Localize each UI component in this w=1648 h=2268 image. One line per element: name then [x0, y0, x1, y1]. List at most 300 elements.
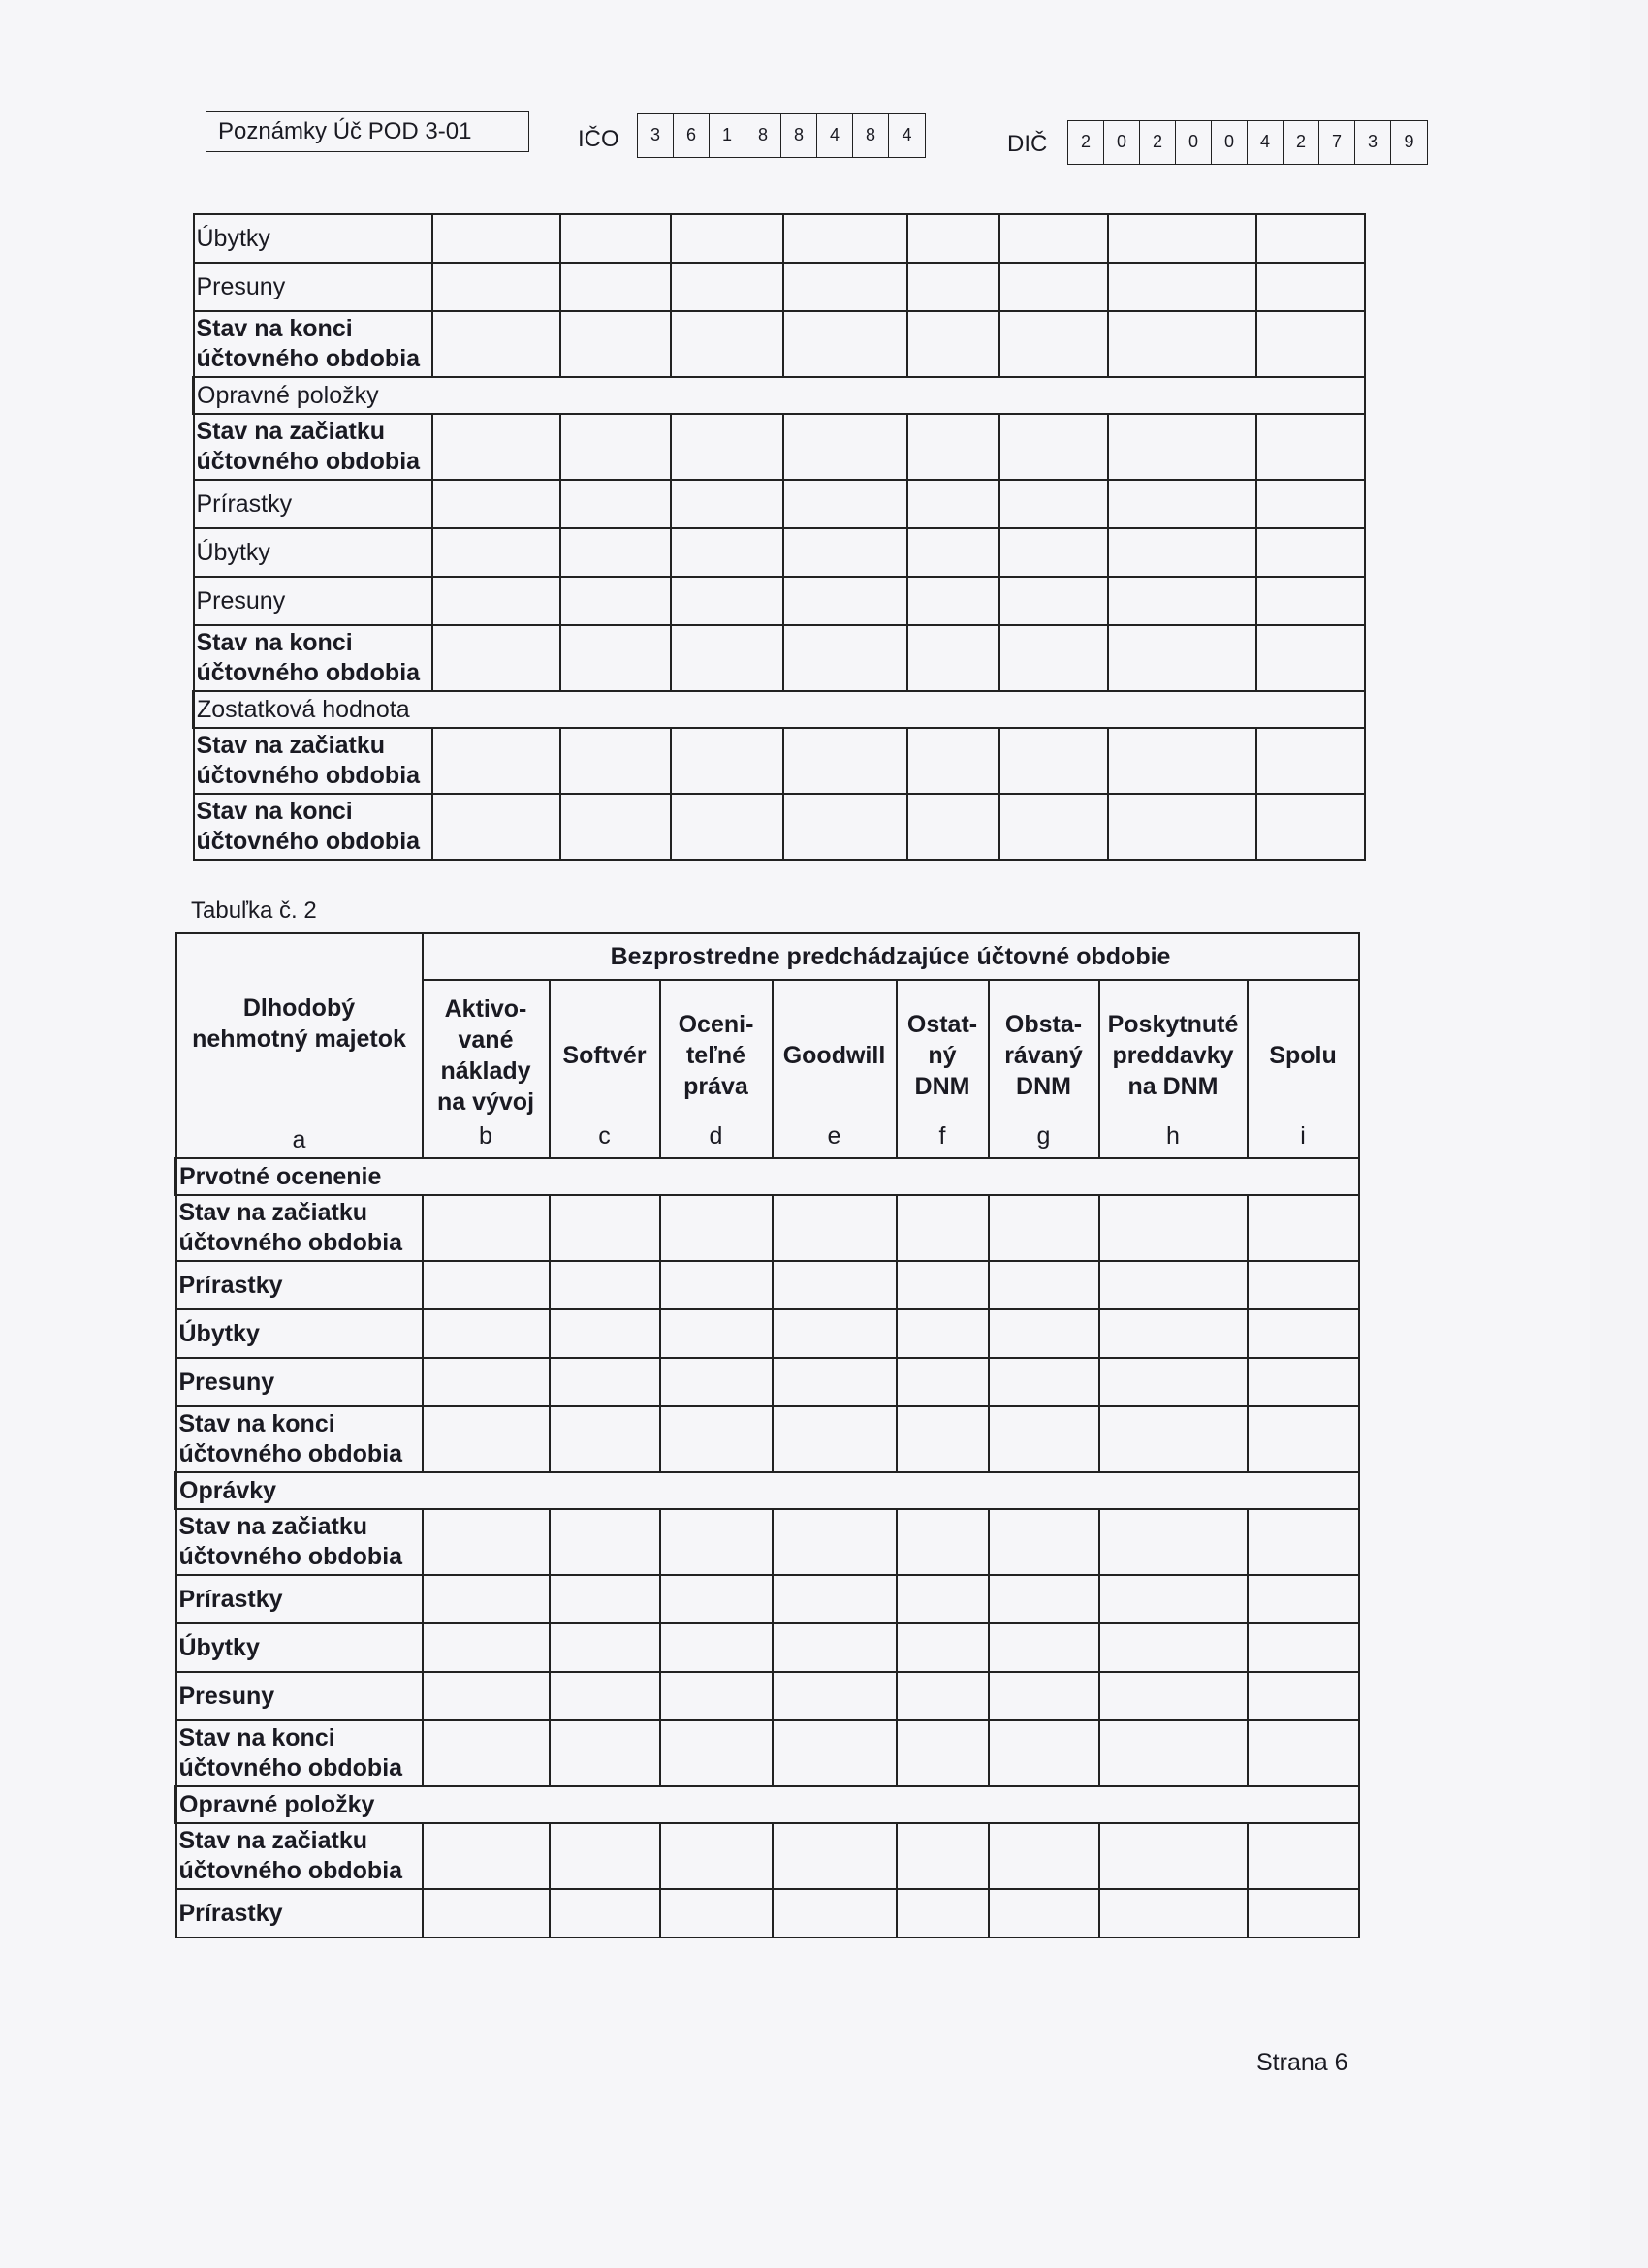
value-cell[interactable] [423, 1575, 550, 1623]
value-cell[interactable] [783, 794, 907, 860]
value-cell[interactable] [783, 214, 907, 263]
row-label-line: Prírastky [178, 1271, 283, 1299]
row-label [176, 1509, 423, 1575]
column-letter: h [1166, 1122, 1180, 1150]
table-row [176, 1195, 1359, 1261]
value-cell[interactable] [1256, 311, 1365, 377]
value-cell[interactable] [432, 794, 560, 860]
value-cell[interactable] [907, 728, 999, 794]
row-label [176, 1889, 423, 1937]
value-cell[interactable] [671, 728, 783, 794]
row-label-line: Stav na začiatku [178, 1199, 368, 1226]
table-row [194, 691, 1365, 728]
value-cell[interactable] [423, 1672, 550, 1720]
dic-digit: 4 [1248, 121, 1284, 164]
row-label [176, 1786, 1359, 1823]
value-cell[interactable] [783, 528, 907, 577]
value-cell[interactable] [423, 1720, 550, 1786]
column-label: Spolu [1269, 1042, 1337, 1069]
value-cell[interactable] [560, 625, 671, 691]
value-cell[interactable] [550, 1358, 660, 1406]
row-label [176, 1195, 423, 1261]
column-header [1248, 980, 1359, 1158]
value-cell[interactable] [783, 577, 907, 625]
column-header [773, 980, 897, 1158]
column-letter: i [1300, 1122, 1306, 1150]
value-cell[interactable] [773, 1195, 897, 1261]
value-cell[interactable] [423, 1309, 550, 1358]
column-header [550, 980, 660, 1158]
row-label-line-2: účtovného obdobia [178, 1440, 403, 1467]
value-cell[interactable] [1256, 528, 1365, 577]
value-cell[interactable] [560, 794, 671, 860]
dic-digit-boxes [1067, 120, 1428, 165]
value-cell[interactable] [1108, 528, 1256, 577]
value-cell[interactable] [1099, 1889, 1248, 1937]
value-cell[interactable] [660, 1889, 773, 1937]
value-cell[interactable] [1099, 1261, 1248, 1309]
dic-digit: 9 [1404, 132, 1414, 151]
value-cell[interactable] [560, 414, 671, 480]
table-row [194, 794, 1365, 860]
value-cell[interactable] [1248, 1261, 1359, 1309]
value-cell[interactable] [783, 728, 907, 794]
value-cell[interactable] [550, 1261, 660, 1309]
value-cell[interactable] [1108, 214, 1256, 263]
row-label-line: Prírastky [178, 1585, 283, 1613]
value-cell[interactable] [783, 414, 907, 480]
value-cell[interactable] [1108, 728, 1256, 794]
value-cell[interactable] [897, 1309, 989, 1358]
table-2 [174, 932, 1360, 1938]
value-cell[interactable] [999, 728, 1108, 794]
column-header [989, 980, 1099, 1158]
value-cell[interactable] [1248, 1509, 1359, 1575]
value-cell[interactable] [560, 214, 671, 263]
table-row [176, 1406, 1359, 1472]
value-cell[interactable] [550, 1309, 660, 1358]
value-cell[interactable] [989, 1509, 1099, 1575]
table-row [194, 480, 1365, 528]
value-cell[interactable] [907, 311, 999, 377]
value-cell[interactable] [550, 1672, 660, 1720]
row-label-line: Stav na konci [178, 1724, 335, 1751]
column-header [1099, 980, 1248, 1158]
value-cell[interactable] [999, 414, 1108, 480]
value-cell[interactable] [432, 728, 560, 794]
table-row [176, 1823, 1359, 1889]
value-cell[interactable] [1099, 1195, 1248, 1261]
value-cell[interactable] [423, 1261, 550, 1309]
column-letter: e [827, 1122, 841, 1150]
row-label [176, 1720, 423, 1786]
value-cell[interactable] [671, 414, 783, 480]
table-row [176, 1309, 1359, 1358]
value-cell[interactable] [907, 414, 999, 480]
row-label-line-2: účtovného obdobia [178, 1229, 403, 1256]
value-cell[interactable] [989, 1575, 1099, 1623]
column-header [897, 980, 989, 1158]
row-label [194, 311, 432, 377]
ico-digit: 1 [710, 114, 745, 157]
value-cell[interactable] [999, 311, 1108, 377]
value-cell[interactable] [1108, 414, 1256, 480]
value-cell[interactable] [550, 1406, 660, 1472]
value-cell[interactable] [560, 480, 671, 528]
value-cell[interactable] [1256, 414, 1365, 480]
dic-digit: 0 [1176, 121, 1212, 164]
value-cell[interactable] [1248, 1309, 1359, 1358]
value-cell[interactable] [897, 1406, 989, 1472]
row-label-line: Stav na začiatku [196, 418, 386, 445]
table-row [176, 1623, 1359, 1672]
row-label [194, 528, 432, 577]
row-label [194, 414, 432, 480]
column-header [423, 980, 550, 1158]
page-number: Strana 6 [1256, 2049, 1348, 2076]
table-row [194, 528, 1365, 577]
value-cell[interactable] [660, 1575, 773, 1623]
value-cell[interactable] [773, 1309, 897, 1358]
value-cell[interactable] [1256, 728, 1365, 794]
value-cell[interactable] [1248, 1720, 1359, 1786]
value-cell[interactable] [432, 414, 560, 480]
row-label-line: Stav na začiatku [178, 1513, 368, 1540]
column-label: Goodwill [782, 1042, 886, 1069]
value-cell[interactable] [907, 794, 999, 860]
ico-digit: 3 [638, 114, 674, 157]
table-row [194, 414, 1365, 480]
value-cell[interactable] [897, 1672, 989, 1720]
value-cell[interactable] [999, 528, 1108, 577]
value-cell[interactable] [423, 1406, 550, 1472]
value-cell[interactable] [560, 528, 671, 577]
row-label-line-2: účtovného obdobia [178, 1754, 403, 1781]
value-cell[interactable] [999, 214, 1108, 263]
value-cell[interactable] [1099, 1720, 1248, 1786]
value-cell[interactable] [1248, 1358, 1359, 1406]
value-cell[interactable] [432, 263, 560, 311]
dic-digit: 2 [1140, 121, 1176, 164]
value-cell[interactable] [432, 577, 560, 625]
row-label [194, 691, 1365, 728]
value-cell[interactable] [989, 1623, 1099, 1672]
header-row [176, 933, 1359, 980]
value-cell[interactable] [989, 1720, 1099, 1786]
ico-digit: 8 [745, 114, 781, 157]
value-cell[interactable] [773, 1823, 897, 1889]
row-label [176, 1358, 423, 1406]
table-row [194, 625, 1365, 691]
value-cell[interactable] [671, 480, 783, 528]
value-cell[interactable] [671, 263, 783, 311]
value-cell[interactable] [897, 1509, 989, 1575]
value-cell[interactable] [999, 263, 1108, 311]
column-letter: g [1036, 1122, 1051, 1150]
row-label-line: Úbytky [178, 1633, 260, 1661]
column-letter: b [479, 1122, 492, 1150]
value-cell[interactable] [660, 1358, 773, 1406]
value-cell[interactable] [1248, 1889, 1359, 1937]
value-cell[interactable] [773, 1623, 897, 1672]
value-cell[interactable] [1248, 1195, 1359, 1261]
value-cell[interactable] [560, 263, 671, 311]
value-cell[interactable] [671, 625, 783, 691]
value-cell[interactable] [897, 1358, 989, 1406]
row-label [194, 377, 1365, 414]
value-cell[interactable] [897, 1575, 989, 1623]
value-cell[interactable] [999, 625, 1108, 691]
row-label [194, 577, 432, 625]
value-cell[interactable] [1108, 577, 1256, 625]
value-cell[interactable] [999, 480, 1108, 528]
column-label: Softvér [562, 1042, 647, 1069]
value-cell[interactable] [897, 1195, 989, 1261]
value-cell[interactable] [989, 1195, 1099, 1261]
value-cell[interactable] [1256, 794, 1365, 860]
value-cell[interactable] [1108, 480, 1256, 528]
table-row [194, 311, 1365, 377]
value-cell[interactable] [907, 263, 999, 311]
value-cell[interactable] [671, 577, 783, 625]
column-label: Obsta- rávaný DNM [1004, 1011, 1083, 1100]
value-cell[interactable] [671, 311, 783, 377]
value-cell[interactable] [660, 1406, 773, 1472]
row-letter: a [292, 1126, 306, 1153]
table-row [176, 1158, 1359, 1195]
dic-digit: 3 [1355, 121, 1391, 164]
column-letter: d [709, 1122, 723, 1150]
value-cell[interactable] [550, 1623, 660, 1672]
row-label-line-2: účtovného obdobia [178, 1543, 403, 1570]
table-row [176, 1472, 1359, 1509]
row-label-line: Opravné položky [197, 381, 379, 409]
value-cell[interactable] [989, 1309, 1099, 1358]
value-cell[interactable] [423, 1358, 550, 1406]
value-cell[interactable] [1248, 1823, 1359, 1889]
value-cell[interactable] [550, 1889, 660, 1937]
ico-digit: 4 [902, 125, 912, 144]
value-cell[interactable] [989, 1358, 1099, 1406]
value-cell[interactable] [671, 528, 783, 577]
value-cell[interactable] [897, 1623, 989, 1672]
row-label [176, 1406, 423, 1472]
value-cell[interactable] [989, 1823, 1099, 1889]
value-cell[interactable] [660, 1195, 773, 1261]
column-label: Oceni- teľné práva [678, 1011, 754, 1100]
value-cell[interactable] [907, 625, 999, 691]
value-cell[interactable] [550, 1509, 660, 1575]
table-row [194, 728, 1365, 794]
row-header-label: Dlhodobý nehmotný majetok [192, 994, 406, 1053]
ico-digit: 8 [853, 114, 889, 157]
value-cell[interactable] [560, 728, 671, 794]
row-label-line: Stav na konci [178, 1410, 335, 1437]
value-cell[interactable] [783, 625, 907, 691]
row-label-line: Zostatková hodnota [197, 695, 410, 723]
row-label [194, 728, 432, 794]
value-cell[interactable] [1256, 480, 1365, 528]
row-label-line: Úbytky [178, 1319, 260, 1347]
value-cell[interactable] [1099, 1358, 1248, 1406]
row-label [194, 794, 432, 860]
value-cell[interactable] [1099, 1309, 1248, 1358]
value-cell[interactable] [989, 1406, 1099, 1472]
value-cell[interactable] [773, 1358, 897, 1406]
value-cell[interactable] [1108, 794, 1256, 860]
value-cell[interactable] [550, 1823, 660, 1889]
value-cell[interactable] [773, 1720, 897, 1786]
value-cell[interactable] [897, 1823, 989, 1889]
form-code-label: Poznámky Úč POD 3-01 [206, 111, 529, 152]
value-cell[interactable] [550, 1195, 660, 1261]
table-row [194, 263, 1365, 311]
row-label-line: Stav na konci [196, 629, 353, 656]
value-cell[interactable] [1248, 1672, 1359, 1720]
value-cell[interactable] [907, 577, 999, 625]
table-row [194, 214, 1365, 263]
row-label-line: Prírastky [178, 1899, 283, 1927]
value-cell[interactable] [773, 1406, 897, 1472]
value-cell[interactable] [432, 311, 560, 377]
value-cell[interactable] [1108, 311, 1256, 377]
value-cell[interactable] [1256, 625, 1365, 691]
value-cell[interactable] [1099, 1623, 1248, 1672]
row-label-line-2: účtovného obdobia [178, 1857, 403, 1884]
value-cell[interactable] [1248, 1406, 1359, 1472]
value-cell[interactable] [989, 1672, 1099, 1720]
value-cell[interactable] [897, 1889, 989, 1937]
value-cell[interactable] [671, 794, 783, 860]
row-label-line: Presuny [196, 586, 286, 614]
value-cell[interactable] [432, 214, 560, 263]
value-cell[interactable] [907, 480, 999, 528]
value-cell[interactable] [989, 1889, 1099, 1937]
table-row [194, 577, 1365, 625]
value-cell[interactable] [773, 1575, 897, 1623]
value-cell[interactable] [560, 577, 671, 625]
value-cell[interactable] [1256, 577, 1365, 625]
value-cell[interactable] [773, 1889, 897, 1937]
ico-digit: 8 [781, 114, 817, 157]
value-cell[interactable] [1099, 1823, 1248, 1889]
value-cell[interactable] [660, 1720, 773, 1786]
value-cell[interactable] [671, 214, 783, 263]
value-cell[interactable] [773, 1672, 897, 1720]
value-cell[interactable] [423, 1823, 550, 1889]
value-cell[interactable] [1256, 214, 1365, 263]
table-row [176, 1261, 1359, 1309]
row-label-line: Prvotné ocenenie [179, 1162, 382, 1190]
row-label-line-2: účtovného obdobia [196, 345, 421, 372]
value-cell[interactable] [1248, 1623, 1359, 1672]
value-cell[interactable] [1099, 1509, 1248, 1575]
value-cell[interactable] [660, 1509, 773, 1575]
value-cell[interactable] [660, 1672, 773, 1720]
table-row [176, 1575, 1359, 1623]
row-label-line: Stav na konci [196, 798, 353, 825]
value-cell[interactable] [660, 1623, 773, 1672]
column-header [660, 980, 773, 1158]
value-cell[interactable] [1099, 1575, 1248, 1623]
value-cell[interactable] [660, 1823, 773, 1889]
value-cell[interactable] [432, 625, 560, 691]
dic-label: DIČ [1007, 131, 1048, 157]
value-cell[interactable] [897, 1261, 989, 1309]
value-cell[interactable] [1256, 263, 1365, 311]
value-cell[interactable] [423, 1889, 550, 1937]
dic-digit: 2 [1284, 121, 1319, 164]
value-cell[interactable] [432, 528, 560, 577]
ico-digit: 6 [674, 114, 710, 157]
row-label [176, 1823, 423, 1889]
row-label [176, 1623, 423, 1672]
value-cell[interactable] [999, 577, 1108, 625]
table-2-caption: Tabuľka č. 2 [191, 898, 317, 924]
value-cell[interactable] [1099, 1406, 1248, 1472]
row-label [194, 480, 432, 528]
value-cell[interactable] [773, 1509, 897, 1575]
row-label [194, 214, 432, 263]
value-cell[interactable] [550, 1720, 660, 1786]
value-cell[interactable] [1108, 263, 1256, 311]
value-cell[interactable] [560, 311, 671, 377]
row-label-line: Stav na začiatku [196, 732, 386, 759]
value-cell[interactable] [989, 1261, 1099, 1309]
table-row [176, 1720, 1359, 1786]
value-cell[interactable] [773, 1261, 897, 1309]
table-row [176, 1672, 1359, 1720]
row-header-cell [176, 933, 423, 1158]
value-cell[interactable] [907, 214, 999, 263]
row-label-line-2: účtovného obdobia [196, 762, 421, 789]
row-label-line-2: účtovného obdobia [196, 448, 421, 475]
row-label-line: Oprávky [179, 1476, 277, 1504]
table-row [194, 377, 1365, 414]
row-label-line: Opravné položky [179, 1790, 375, 1818]
value-cell[interactable] [783, 263, 907, 311]
value-cell[interactable] [783, 480, 907, 528]
value-cell[interactable] [999, 794, 1108, 860]
row-label [176, 1472, 1359, 1509]
value-cell[interactable] [907, 528, 999, 577]
value-cell[interactable] [423, 1623, 550, 1672]
value-cell[interactable] [423, 1195, 550, 1261]
value-cell[interactable] [432, 480, 560, 528]
ico-digit-boxes [637, 113, 926, 158]
row-label [176, 1158, 1359, 1195]
value-cell[interactable] [423, 1509, 550, 1575]
row-label [176, 1309, 423, 1358]
column-label: Ostat- ný DNM [906, 1011, 978, 1100]
table-row [176, 1786, 1359, 1823]
row-label-line: Presuny [196, 272, 286, 300]
period-header: Bezprostredne predchádzajúce účtovné obdobie [423, 933, 1359, 980]
value-cell[interactable] [1248, 1575, 1359, 1623]
row-label-line: Stav na začiatku [178, 1827, 368, 1854]
value-cell[interactable] [660, 1309, 773, 1358]
row-label [194, 263, 432, 311]
value-cell[interactable] [660, 1261, 773, 1309]
column-label: Aktivo- vané náklady na vývoj [436, 995, 535, 1116]
value-cell[interactable] [783, 311, 907, 377]
value-cell[interactable] [550, 1575, 660, 1623]
dic-digit: 0 [1212, 121, 1248, 164]
row-label [176, 1575, 423, 1623]
value-cell[interactable] [1108, 625, 1256, 691]
value-cell[interactable] [897, 1720, 989, 1786]
value-cell[interactable] [1099, 1672, 1248, 1720]
